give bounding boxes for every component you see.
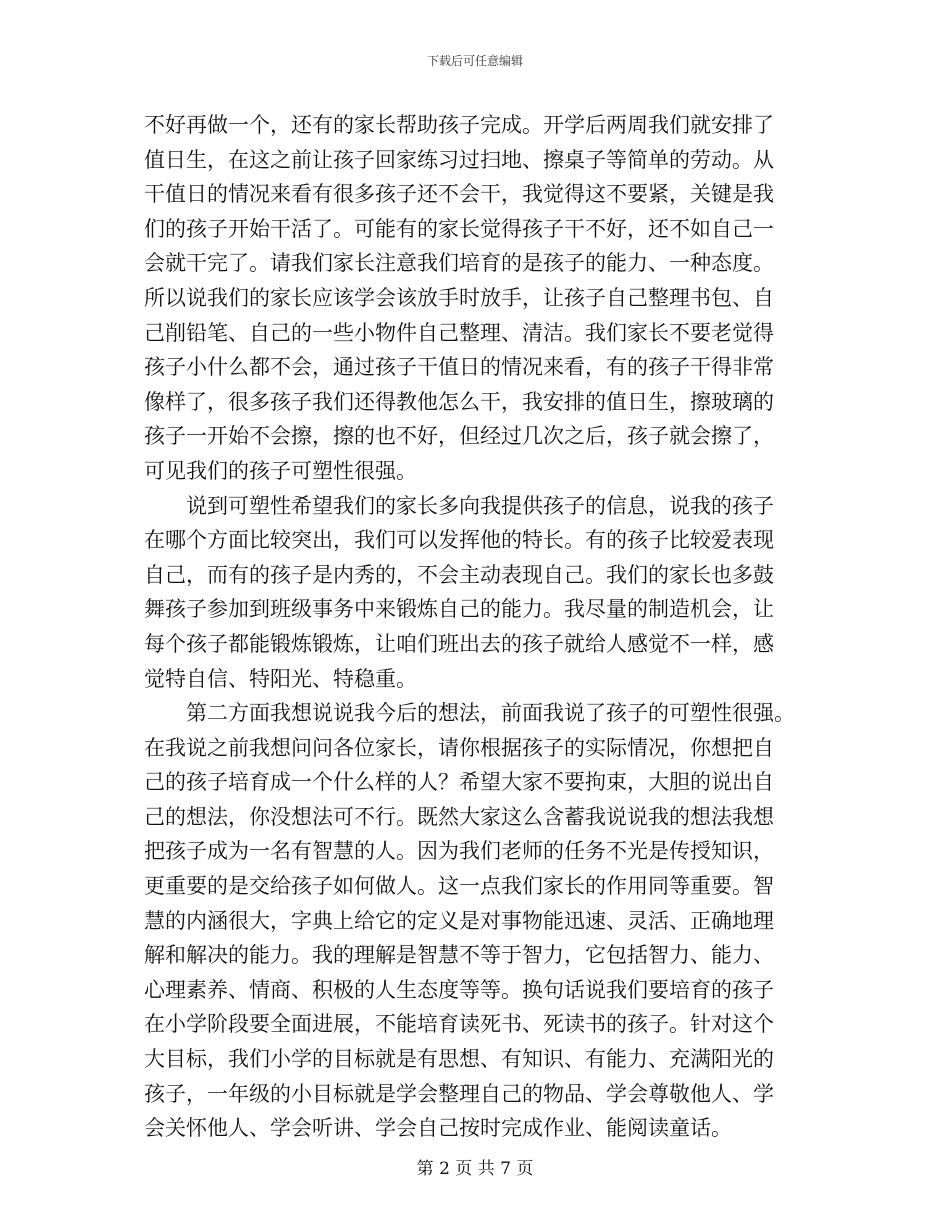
text-line: 大目标，我们小学的目标就是有思想、有知识、有能力、充满阳光的 — [144, 1047, 774, 1072]
text-line: 在哪个方面比较突出，我们可以发挥他的特长。有的孩子比较爱表现 — [144, 528, 774, 553]
text-line: 在小学阶段要全面进展，不能培育读死书、死读书的孩子。针对这个 — [144, 1012, 774, 1037]
text-line: 己的想法，你没想法可不行。既然大家这么含蓄我说说我的想法我想 — [144, 804, 774, 829]
text-line: 慧的内涵很大，字典上给它的定义是对事物能迅速、灵活、正确地理 — [144, 908, 774, 933]
text-line: 解和解决的能力。我的理解是智慧不等于智力，它包括智力、能力、 — [144, 943, 774, 968]
text-line: 所以说我们的家长应该学会该放手时放手，让孩子自己整理书包、自 — [144, 285, 774, 310]
text-line: 舞孩子参加到班级事务中来锻炼自己的能力。我尽量的制造机会，让 — [144, 597, 774, 622]
paragraph-start-line: 第二方面我想说说我今后的想法，前面我说了孩子的可塑性很强。 — [186, 701, 795, 726]
paragraph-start-line: 说到可塑性希望我们的家长多向我提供孩子的信息，说我的孩子 — [186, 493, 774, 518]
text-line: 在我说之前我想问问各位家长，请你根据孩子的实际情况，你想把自 — [144, 735, 774, 760]
text-line: 孩子小什么都不会，通过孩子干值日的情况来看，有的孩子干得非常 — [144, 355, 774, 380]
text-line: 干值日的情况来看有很多孩子还不会干，我觉得这不要紧，关键是我 — [144, 182, 774, 207]
page-number-footer: 第 2 页 共 7 页 — [416, 1159, 534, 1179]
text-line: 值日生，在这之前让孩子回家练习过扫地、擦桌子等简单的劳动。从 — [144, 147, 774, 172]
text-line: 可见我们的孩子可塑性很强。 — [144, 458, 417, 483]
text-line: 们的孩子开始干活了。可能有的家长觉得孩子干不好，还不如自己一 — [144, 216, 774, 241]
text-line: 孩子，一年级的小目标就是学会整理自己的物品、学会尊敬他人、学 — [144, 1081, 774, 1106]
text-line: 觉特自信、特阳光、特稳重。 — [144, 666, 417, 691]
text-line: 把孩子成为一名有智慧的人。因为我们老师的任务不光是传授知识， — [144, 839, 774, 864]
text-line: 更重要的是交给孩子如何做人。这一点我们家长的作用同等重要。智 — [144, 874, 774, 899]
text-line: 己的孩子培育成一个什么样的人？希望大家不要拘束，大胆的说出自 — [144, 770, 774, 795]
text-line: 像样了，很多孩子我们还得教他怎么干，我安排的值日生，擦玻璃的 — [144, 389, 774, 414]
text-line: 孩子一开始不会擦，擦的也不好，但经过几次之后，孩子就会擦了， — [144, 424, 774, 449]
text-line: 会关怀他人、学会听讲、学会自己按时完成作业、能阅读童话。 — [144, 1116, 732, 1141]
text-line: 不好再做一个，还有的家长帮助孩子完成。开学后两周我们就安排了 — [144, 113, 774, 137]
text-line: 心理素养、情商、积极的人生态度等等。换句话说我们要培育的孩子 — [144, 977, 774, 1002]
text-line: 会就干完了。请我们家长注意我们培育的是孩子的能力、一种态度。 — [144, 251, 774, 276]
text-line: 己削铅笔、自己的一些小物件自己整理、清洁。我们家长不要老觉得 — [144, 320, 774, 345]
document-body — [144, 108, 820, 1146]
text-line: 自己，而有的孩子是内秀的，不会主动表现自己。我们的家长也多鼓 — [144, 562, 774, 587]
page-header: 下载后可任意编辑 — [426, 54, 523, 68]
text-line: 每个孩子都能锻炼锻炼，让咱们班出去的孩子就给人感觉不一样，感 — [144, 631, 774, 656]
